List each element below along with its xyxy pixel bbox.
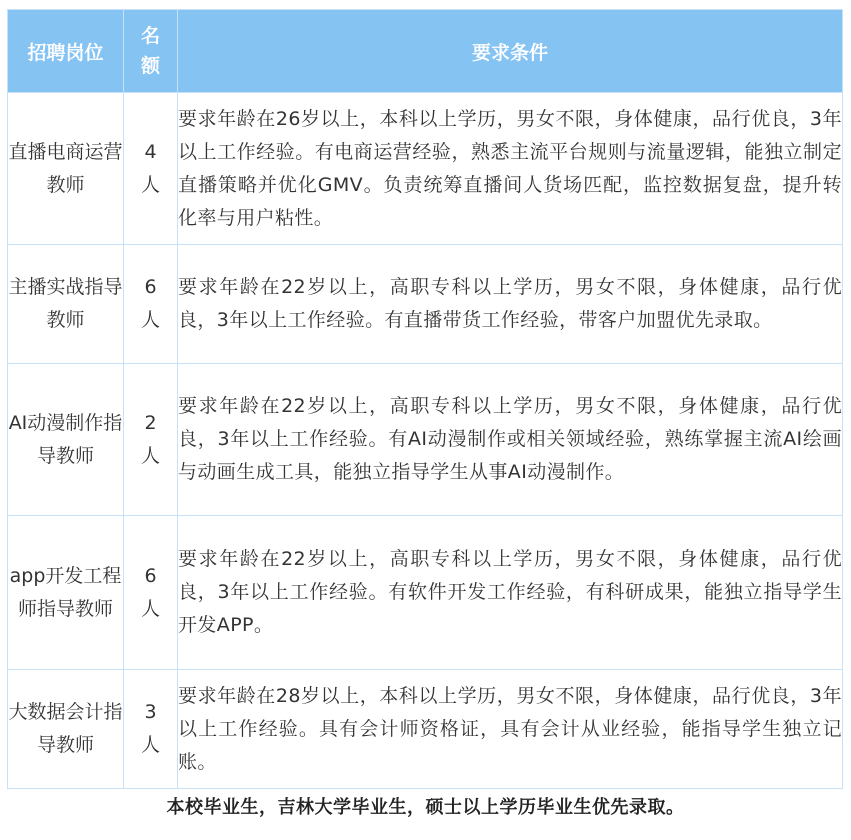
header-count-top: 名 xyxy=(140,25,160,47)
position-cell: 直播电商运营教师 xyxy=(8,93,124,245)
header-count-bottom: 额 xyxy=(140,55,160,77)
header-count xyxy=(124,10,178,93)
table-row xyxy=(8,245,843,364)
requirements-cell: 要求年龄在22岁以上，高职专科以上学历，男女不限，身体健康，品行优良，3年以上工作经验。有AI动漫制作或相关领域经验，熟练掌握主流AI绘画与动画生成工具，能独立指导学生从事AI动漫制作。 xyxy=(178,364,843,516)
position-cell: 大数据会计指导教师 xyxy=(8,670,124,789)
table-row xyxy=(8,670,843,789)
count-number: 6 xyxy=(144,564,157,587)
requirements-cell: 要求年龄在26岁以上，本科以上学历，男女不限，身体健康，品行优良，3年以上工作经验。有电商运营经验，熟悉主流平台规则与流量逻辑，能独立制定直播策略并优化GMV。负责统筹直播间人货场匹配，监控数据复盘，提升转化率与用户粘性。 xyxy=(178,93,843,245)
position-cell: app开发工程师指导教师 xyxy=(8,516,124,670)
count-unit: 人 xyxy=(140,734,160,756)
count-number: 6 xyxy=(144,276,157,298)
requirements-cell: 要求年龄在22岁以上，高职专科以上学历，男女不限，身体健康，品行优良，3年以上工作经验。有软件开发工作经验，有科研成果，能独立指导学生开发APP。 xyxy=(178,516,843,670)
table-row xyxy=(8,93,843,245)
count-number: 4 xyxy=(144,140,157,163)
count-unit: 人 xyxy=(140,309,160,331)
count-number: 2 xyxy=(144,411,157,434)
header-position: 招聘岗位 xyxy=(8,10,124,93)
table-row xyxy=(8,364,843,516)
count-number: 3 xyxy=(144,701,157,723)
count-cell xyxy=(124,670,178,789)
count-unit: 人 xyxy=(140,173,160,196)
count-cell xyxy=(124,516,178,670)
position-cell: 主播实战指导教师 xyxy=(8,245,124,364)
count-unit: 人 xyxy=(140,444,160,467)
requirements-cell: 要求年龄在22岁以上，高职专科以上学历，男女不限，身体健康，品行优良，3年以上工作经验。有直播带货工作经验，带客户加盟优先录取。 xyxy=(178,245,843,364)
table-header-row xyxy=(8,10,843,93)
table-row xyxy=(8,516,843,670)
position-cell: AI动漫制作指导教师 xyxy=(8,364,124,516)
count-cell xyxy=(124,364,178,516)
recruitment-table xyxy=(7,9,843,789)
header-requirements: 要求条件 xyxy=(178,10,843,93)
requirements-cell: 要求年龄在28岁以上，本科以上学历，男女不限，身体健康，品行优良，3年以上工作经验。具有会计师资格证，具有会计从业经验，能指导学生独立记账。 xyxy=(178,670,843,789)
count-cell xyxy=(124,93,178,245)
footer-note: 本校毕业生，吉林大学毕业生，硕士以上学历毕业生优先录取。 xyxy=(166,797,685,818)
count-cell xyxy=(124,245,178,364)
count-unit: 人 xyxy=(140,597,160,620)
